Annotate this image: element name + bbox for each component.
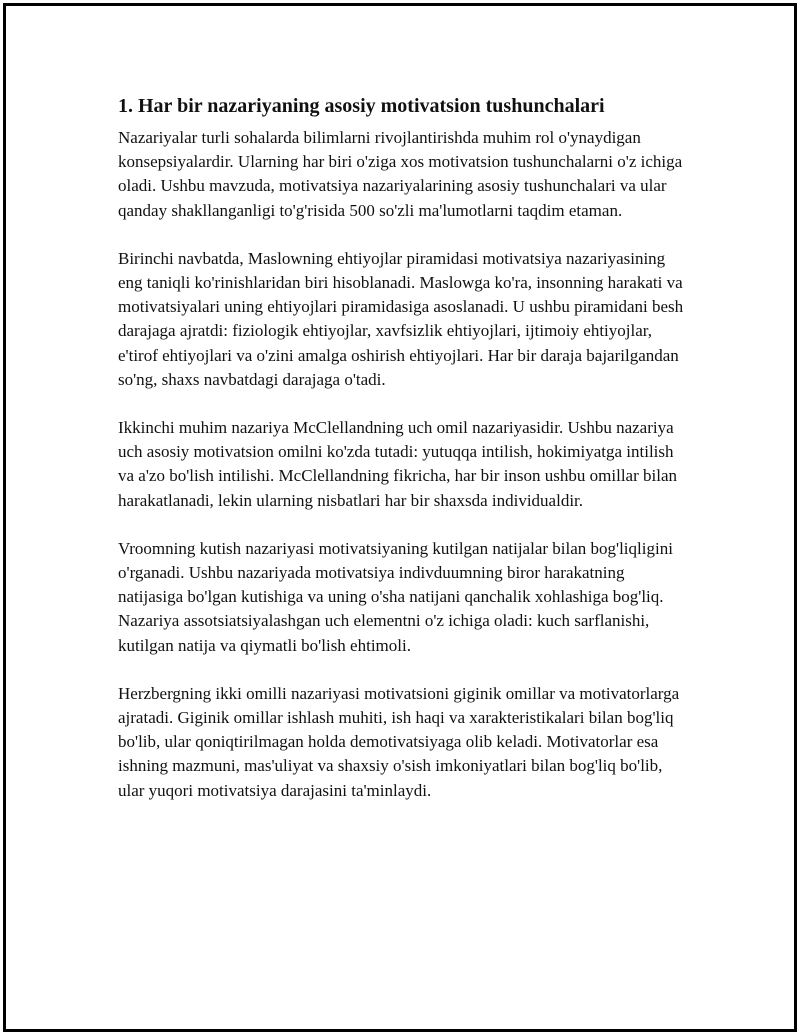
section-heading: 1. Har bir nazariyaning asosiy motivatsion tushunchalari bbox=[118, 95, 605, 117]
paragraph-mcclelland: Ikkinchi muhim nazariya McClellandning uch omil nazariyasidir. Ushbu nazariya uch asosiy motivatsion omilni ko'zda tutadi: yutuqqa intilish, hokimiyatga intilish va a'zo bo'lish intilishi. McClellandning fikricha, har bir inson ushbu omillar bilan harakatlanadi, lekin ularning nisbatlari har bir shaxsda individualdir. bbox=[118, 418, 678, 510]
paragraph-vroom: Vroomning kutish nazariyasi motivatsiyaning kutilgan natijalar bilan bog'liqligini o'rganadi. Ushbu nazariyada motivatsiya indivduumning biror harakatning natijasiga bo'lgan kutishiga va uning o'sha natijani qanchalik xohlashiga bog'liq. Nazariya assotsiatsiyalashgan uch elementni o'z ichiga oladi: kuch sarflanishi, kutilgan natija va qiymatli bo'lish ehtimoli. bbox=[118, 538, 673, 655]
paragraph-herzberg: Herzbergning ikki omilli nazariyasi motivatsioni giginik omillar va motivatorlarga ajratadi. Giginik omillar ishlash muhiti, ish haqi va xarakteristikalari bilan bog'liq bo'lib, ular qoniqtirilmagan holda demotivatsiyaga olib keladi. Motivatorlar esa ishning mazmuni, mas'uliyat va shaxsiy o'sish imkoniyatlari bilan bog'liq bo'lib, ular yuqori motivatsiya darajasini ta'minlaydi. bbox=[118, 683, 680, 800]
document-body bbox=[118, 93, 693, 827]
paragraph-intro: Nazariyalar turli sohalarda bilimlarni rivojlantirishda muhim rol o'ynaydigan konsepsiyalardir. Ularning har biri o'ziga xos motivatsion tushunchalarni o'z ichiga oladi. Ushbu mavzuda, motivatsiya nazariyalarining asosiy tushunchalari va ular qanday shakllanganligi to'g'risida 500 so'zli ma'lumotlarni taqdim etaman. bbox=[118, 128, 683, 220]
paragraph-maslow: Birinchi navbatda, Maslowning ehtiyojlar piramidasi motivatsiya nazariyasining eng taniqli ko'rinishlaridan biri hisoblanadi. Maslowga ko'ra, insonning harakati va motivatsiyalari uning ehtiyojlari piramidasiga asoslanadi. U ushbu piramidani besh darajaga ajratdi: fiziologik ehtiyojlar, xavfsizlik ehtiyojlari, ijtimoiy ehtiyojlar, e'tirof ehtiyojlari va o'zini amalga oshirish ehtiyojlari. Har bir daraja bajarilgandan so'ng, shaxs navbatdagi darajaga o'tadi. bbox=[118, 248, 684, 389]
